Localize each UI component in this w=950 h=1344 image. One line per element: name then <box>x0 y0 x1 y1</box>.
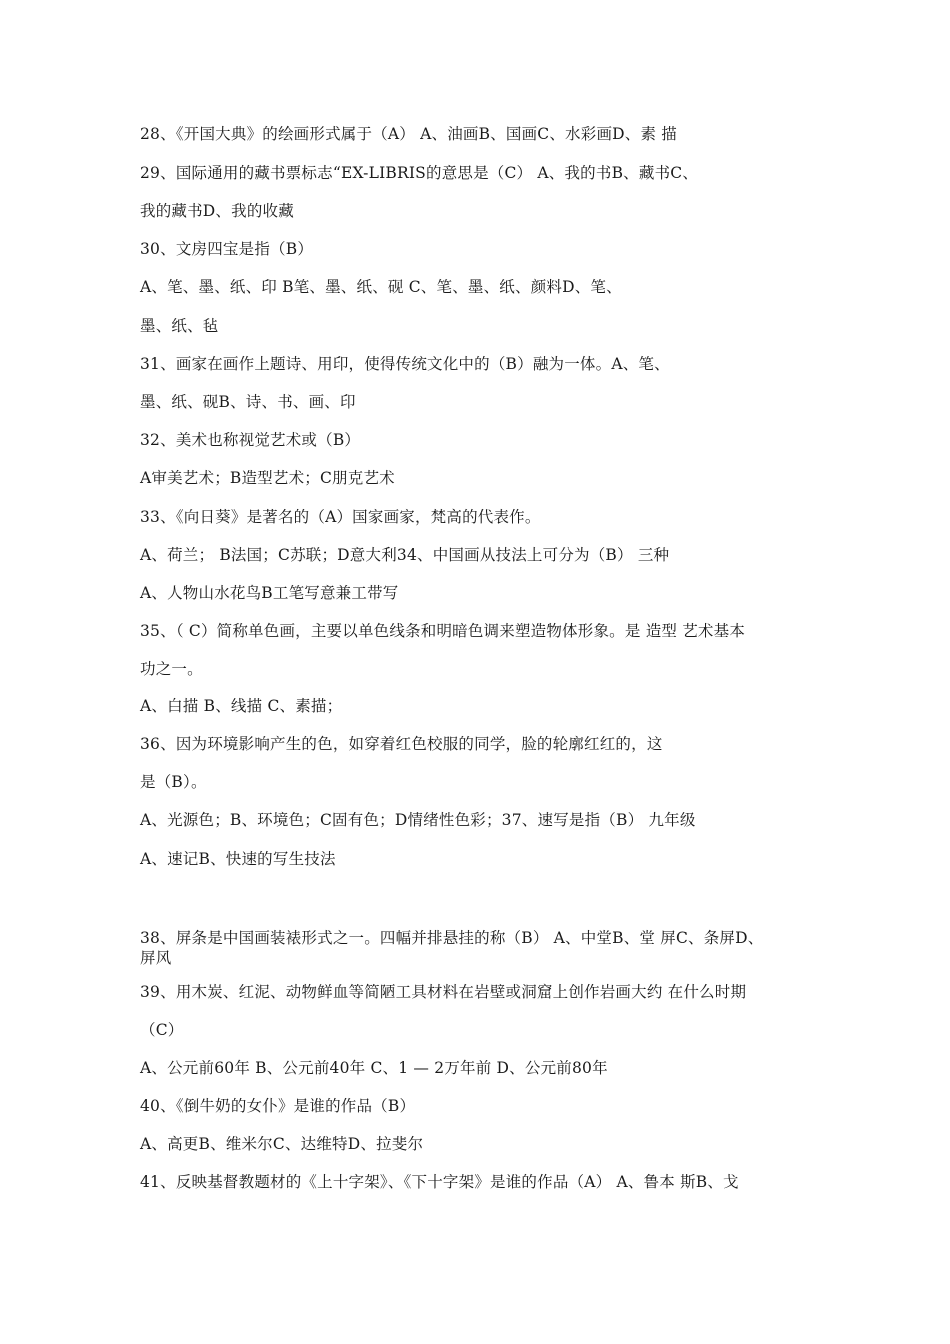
question-29: 29、国际通用的藏书票标志“EX-LIBRIS的意思是（C） A、我的书B、藏书C、 <box>140 164 699 182</box>
question-39-continued: （C） <box>140 1021 184 1039</box>
question-29-continued: 我的藏书D、我的收藏 <box>140 202 294 220</box>
question-34-options: A、人物山水花鸟B工笔写意兼工带写 <box>140 584 399 602</box>
question-39-options: A、公元前60年 B、公元前40年 C、1 — 2万年前 D、公元前80年 <box>140 1059 608 1077</box>
question-35: 35、（ C）简称单色画，主要以单色线条和明暗色调来塑造物体形象。是 造型 艺术基本 <box>140 622 746 640</box>
question-33: 33、《向日葵》是著名的（A）国家画家，梵高的代表作。 <box>140 508 541 526</box>
question-31-continued: 墨、纸、砚B、诗、书、画、印 <box>140 393 356 411</box>
question-32: 32、美术也称视觉艺术或（B） <box>140 431 361 449</box>
question-41: 41、反映基督教题材的《上十字架》、《下十字架》是谁的作品（A） A、鲁本 斯B、戈 <box>140 1173 739 1191</box>
question-33-options-question-34: A、荷兰； B法国；C苏联；D意大利34、中国画从技法上可分为（B） 三种 <box>140 546 670 564</box>
question-32-options: A审美艺术；B造型艺术；C朋克艺术 <box>140 469 395 487</box>
question-30: 30、文房四宝是指（B） <box>140 240 314 258</box>
question-37-options: A、速记B、快速的写生技法 <box>140 850 336 868</box>
question-36-continued: 是（B）。 <box>140 773 207 791</box>
question-28: 28、《开国大典》的绘画形式属于（A） A、油画B、国画C、水彩画D、素 描 <box>140 125 677 143</box>
question-35-options: A、白描 B、线描 C、素描； <box>140 697 343 715</box>
question-30-options-continued: 墨、纸、毡 <box>140 317 219 335</box>
question-30-options: A、笔、墨、纸、印 B笔、墨、纸、砚 C、笔、墨、纸、颜料D、笔、 <box>140 278 622 296</box>
question-36-options-question-37: A、光源色；B、环境色；C固有色；D情绪性色彩；37、速写是指（B） 九年级 <box>140 811 696 829</box>
question-31: 31、画家在画作上题诗、用印，使得传统文化中的（B）融为一体。A、笔、 <box>140 355 670 373</box>
question-39: 39、用木炭、红泥、动物鲜血等简陋工具材料在岩壁或洞窟上创作岩画大约 在什么时期 <box>140 983 747 1001</box>
question-36: 36、因为环境影响产生的色，如穿着红色校服的同学，脸的轮廓红红的，这 <box>140 735 663 753</box>
question-38-continued: 屏风 <box>140 949 172 967</box>
question-40: 40、《倒牛奶的女仆》是谁的作品（B） <box>140 1097 416 1115</box>
question-38: 38、屏条是中国画装裱形式之一。四幅并排悬挂的称（B） A、中堂B、堂 屏C、条屏D、 <box>140 929 764 947</box>
question-35-continued: 功之一。 <box>140 660 203 678</box>
question-40-options: A、高更B、维米尔C、达维特D、拉斐尔 <box>140 1135 424 1153</box>
